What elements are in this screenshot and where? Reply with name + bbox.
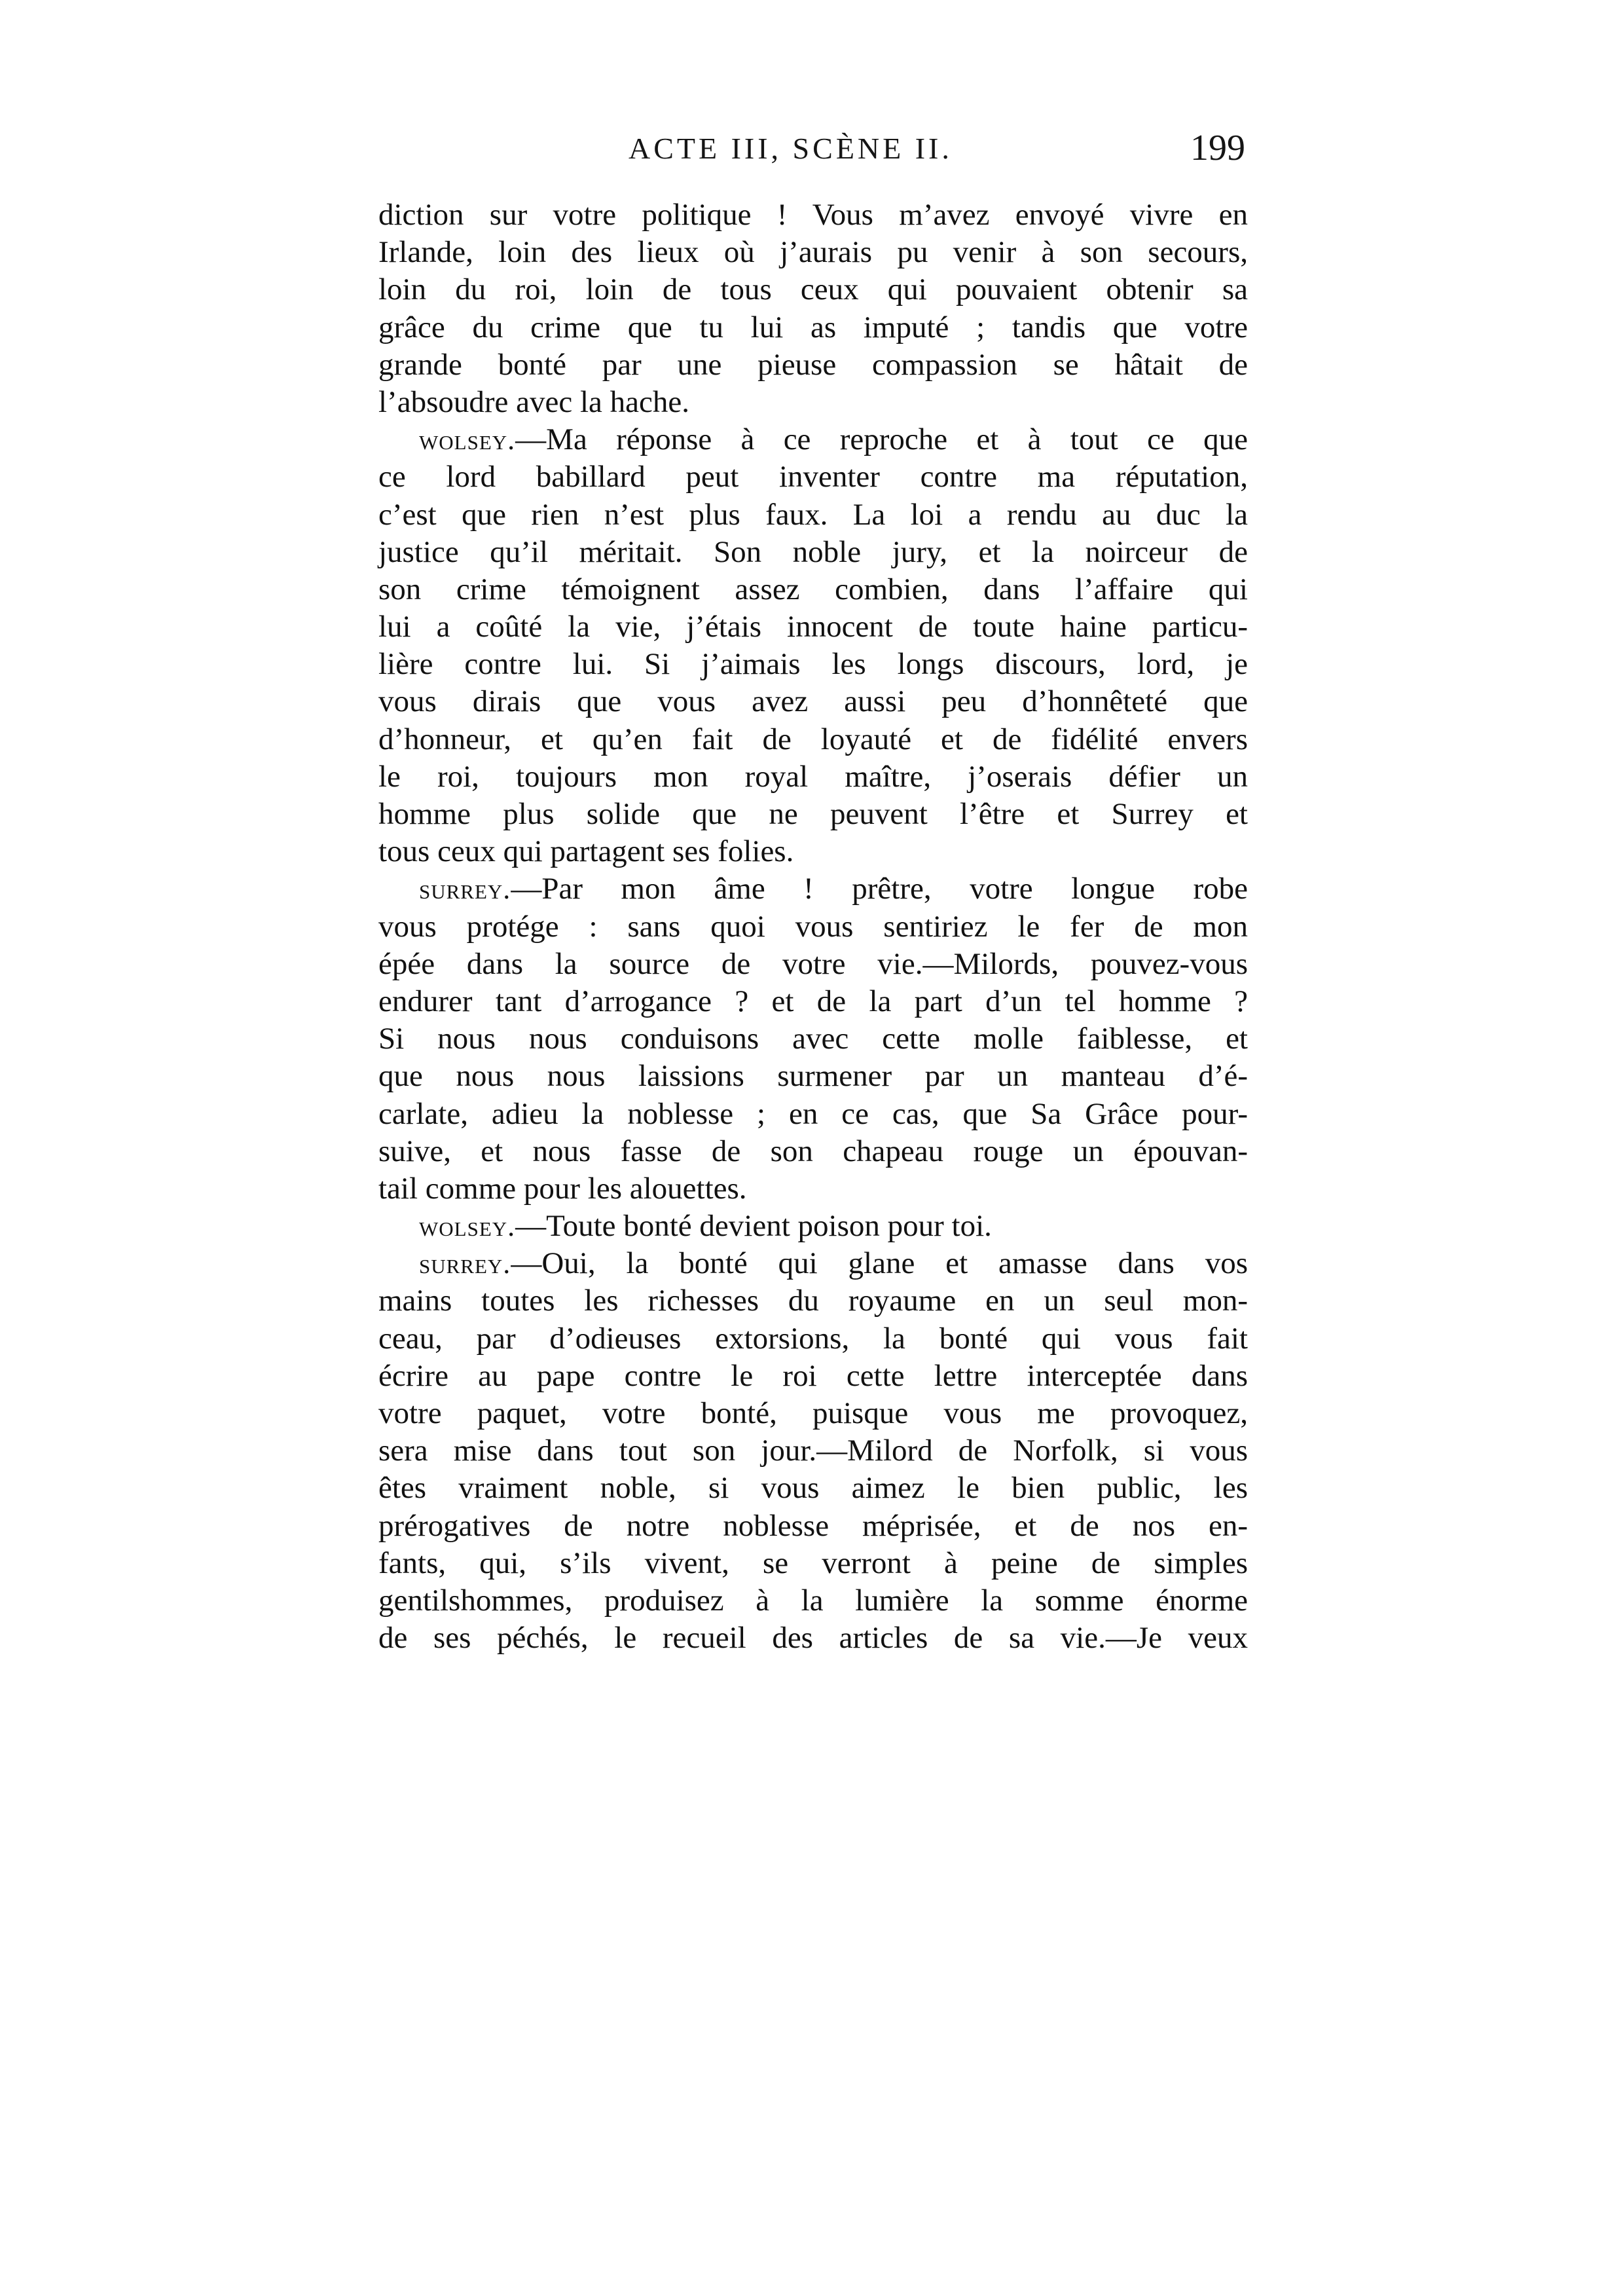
- line-text: carlate, adieu la noblesse ; en ce cas, que Sa Grâce pour-: [378, 1096, 1248, 1131]
- text-line: [378, 1582, 1248, 1620]
- line-text: lui a coûté la vie, j’étais innocent de toute haine particu-: [378, 610, 1248, 644]
- text-line: [378, 721, 1248, 758]
- text-line: [378, 1058, 1248, 1095]
- text-line: [378, 1470, 1248, 1507]
- line-text: —Ma réponse à ce reproche et à tout ce que: [515, 422, 1248, 457]
- line-text: prérogatives de notre noblesse méprisée, et de nos en-: [378, 1508, 1248, 1543]
- text-line: [378, 908, 1248, 946]
- text-line: [378, 1170, 1248, 1208]
- text-line: [378, 346, 1248, 384]
- line-text: d’honneur, et qu’en fait de loyauté et de fidélité envers: [378, 722, 1248, 756]
- line-text: —Oui, la bonté qui glane et amasse dans vos: [511, 1246, 1248, 1281]
- text-line: [378, 1096, 1248, 1133]
- text-line: [378, 1545, 1248, 1582]
- text-line: [378, 496, 1248, 534]
- speech-line: [378, 1208, 1248, 1245]
- line-text: le roi, toujours mon royal maître, j’oserais défier un: [378, 759, 1248, 794]
- text-line: [378, 384, 1248, 421]
- text-line: [378, 196, 1248, 234]
- text-line: [378, 1320, 1248, 1358]
- line-text: Irlande, loin des lieux où j’aurais pu venir à son secours,: [378, 235, 1248, 270]
- line-text: diction sur votre politique ! Vous m’avez envoyé vivre en: [378, 198, 1248, 232]
- line-text: fants, qui, s’ils vivent, se verront à peine de simples: [378, 1546, 1248, 1580]
- text-line: [378, 1020, 1248, 1058]
- text-line: [378, 534, 1248, 571]
- text-line: [378, 234, 1248, 271]
- text-line: [378, 983, 1248, 1020]
- speech-line: [378, 1245, 1248, 1282]
- text-line: [378, 833, 1248, 870]
- line-text: justice qu’il méritait. Son noble jury, et la noirceur de: [378, 534, 1248, 569]
- line-text: suive, et nous fasse de son chapeau rouge un épouvan-: [378, 1134, 1248, 1168]
- line-text: loin du roi, loin de tous ceux qui pouvaient obtenir sa: [378, 272, 1248, 307]
- text-line: [378, 1508, 1248, 1545]
- speaker-name: wolsey.: [419, 1210, 516, 1243]
- text-line: [378, 796, 1248, 833]
- line-text: c’est que rien n’est plus faux. La loi a rendu au duc la: [378, 497, 1248, 532]
- line-text: endurer tant d’arrogance ? et de la part d’un tel homme ?: [378, 984, 1248, 1018]
- speech-line: [378, 870, 1248, 908]
- running-head: ACTE III, SCÈNE II.: [629, 132, 953, 165]
- line-text: l’absoudre avec la hache.: [378, 384, 689, 419]
- line-text: votre paquet, votre bonté, puisque vous me provoquez,: [378, 1396, 1248, 1430]
- text-line: [378, 758, 1248, 796]
- text-line: [378, 1432, 1248, 1470]
- line-text: ceau, par d’odieuses extorsions, la bonté qui vous fait: [378, 1321, 1248, 1356]
- text-line: [378, 458, 1248, 496]
- speaker-name: surrey.: [419, 1248, 511, 1280]
- text-line: [378, 571, 1248, 608]
- line-text: grande bonté par une pieuse compassion se hâtait de: [378, 347, 1248, 382]
- line-text: êtes vraiment noble, si vous aimez le bien public, les: [378, 1471, 1248, 1506]
- line-text: lière contre lui. Si j’aimais les longs discours, lord, je: [378, 647, 1248, 682]
- text-line: [378, 646, 1248, 683]
- line-text: mains toutes les richesses du royaume en un seul mon-: [378, 1284, 1248, 1318]
- line-text: grâce du crime que tu lui as imputé ; tandis que votre: [378, 310, 1248, 344]
- text-line: [378, 1395, 1248, 1432]
- text-line: [378, 1358, 1248, 1395]
- line-text: tous ceux qui partagent ses folies.: [378, 834, 794, 869]
- text-line: [378, 1133, 1248, 1170]
- line-text: vous dirais que vous avez aussi peu d’honnêteté que: [378, 684, 1248, 719]
- line-text: tail comme pour les alouettes.: [378, 1171, 747, 1206]
- speaker-name: wolsey.: [419, 424, 516, 456]
- text-line: [378, 1620, 1248, 1657]
- speaker-name: surrey.: [419, 873, 511, 906]
- text-line: [378, 946, 1248, 983]
- page-number: 199: [1190, 128, 1245, 168]
- line-text: sera mise dans tout son jour.—Milord de Norfolk, si vous: [378, 1434, 1248, 1468]
- text-line: [378, 683, 1248, 720]
- line-text: —Toute bonté devient poison pour toi.: [515, 1209, 992, 1244]
- line-text: écrire au pape contre le roi cette lettre interceptée dans: [378, 1358, 1248, 1393]
- line-text: homme plus solide que ne peuvent l’être et Surrey et: [378, 797, 1248, 831]
- line-text: ce lord babillard peut inventer contre ma réputation,: [378, 460, 1248, 494]
- line-text: Si nous nous conduisons avec cette molle faiblesse, et: [378, 1022, 1248, 1056]
- line-text: épée dans la source de votre vie.—Milords, pouvez-vous: [378, 946, 1248, 981]
- text-line: [378, 271, 1248, 308]
- line-text: que nous nous laissions surmener par un manteau d’é-: [378, 1059, 1248, 1094]
- text-line: [378, 1282, 1248, 1320]
- line-text: gentilshommes, produisez à la lumière la somme énorme: [378, 1583, 1248, 1618]
- body-text: [378, 196, 1248, 1657]
- text-line: [378, 608, 1248, 646]
- speech-line: [378, 421, 1248, 458]
- text-line: [378, 309, 1248, 346]
- line-text: son crime témoignent assez combien, dans l’affaire qui: [378, 572, 1248, 606]
- line-text: vous protége : sans quoi vous sentiriez le fer de mon: [378, 909, 1248, 944]
- line-text: —Par mon âme ! prêtre, votre longue robe: [511, 872, 1248, 906]
- line-text: de ses péchés, le recueil des articles de sa vie.—Je veux: [378, 1621, 1248, 1656]
